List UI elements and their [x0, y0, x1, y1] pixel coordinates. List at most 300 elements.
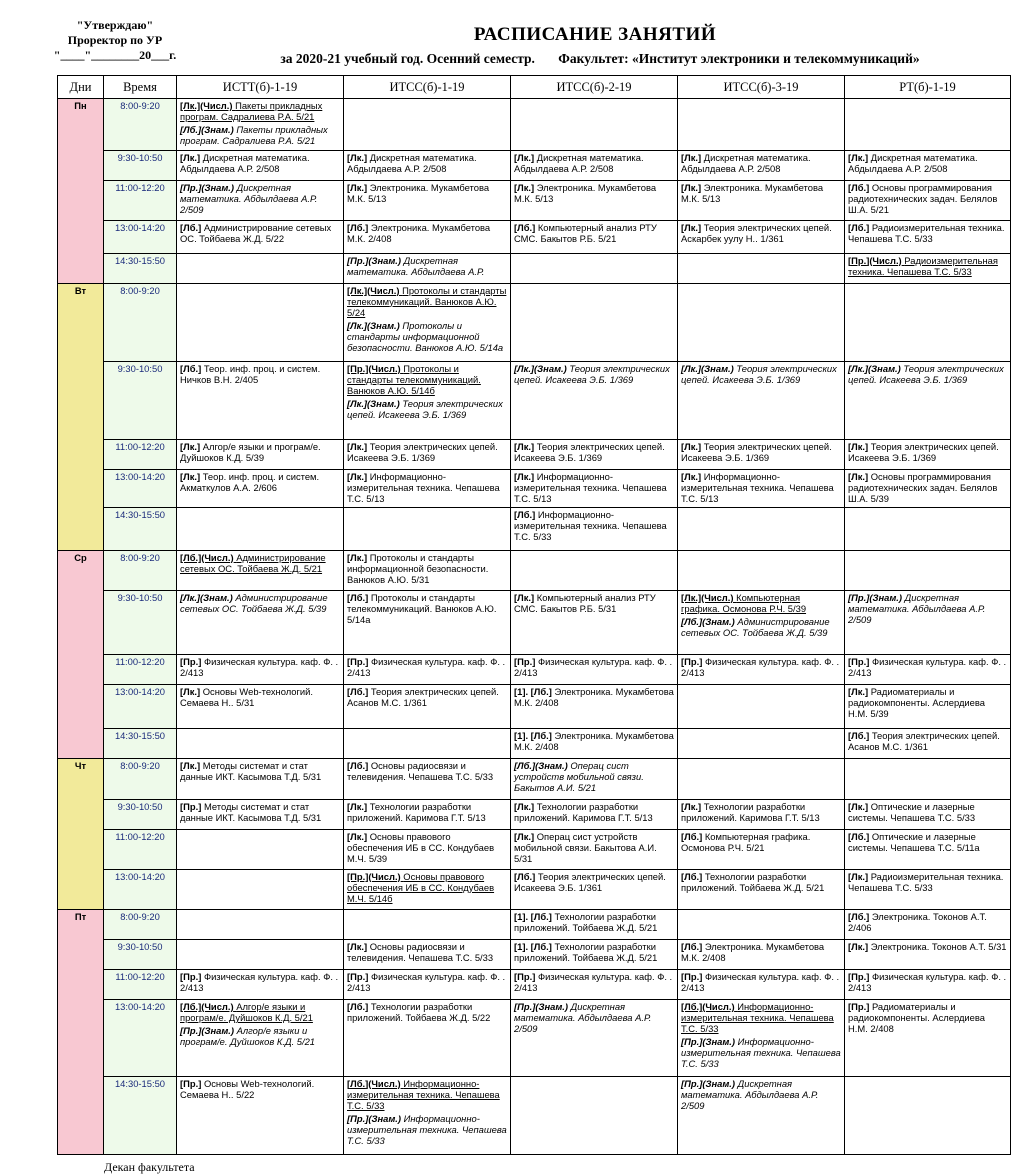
class-description: Электроника. Токонов А.Т. 5/31: [870, 941, 1007, 953]
schedule-cell: [344, 508, 511, 550]
class-description: Физическая культура. каф. Ф. . 2/413: [180, 971, 339, 994]
schedule-cell: [344, 283, 511, 361]
schedule-cell: [678, 909, 845, 939]
class-type-tag: [Пр.](Числ.): [347, 870, 401, 882]
class-entry: [681, 152, 841, 174]
time-slot: 14:30-15:50: [104, 508, 177, 550]
class-entry: [681, 831, 841, 853]
time-slot: 11:00-12:20: [104, 181, 177, 221]
class-description: Протоколы и стандарты информационной безопасности. Ванюков А.Ю. 5/31: [347, 551, 489, 585]
class-entry: [180, 801, 340, 823]
class-entry: [681, 656, 841, 678]
class-description: Теория электрических цепей. Асанов М.С. 1/361: [848, 730, 1000, 753]
schedule-cell: [177, 361, 344, 439]
class-entry: [848, 255, 1007, 277]
class-description: Электроника. Токонов А.Т. 2/406: [848, 910, 987, 933]
time-slot: 11:00-12:20: [104, 970, 177, 1000]
class-entry: [848, 831, 1007, 853]
schedule-body: [58, 99, 1011, 1155]
class-type-tag: [Лб.](Знам.): [681, 615, 735, 627]
schedule-row: [58, 440, 1011, 470]
class-type-tag: [Лб.]: [347, 1001, 369, 1013]
class-entry: [180, 760, 340, 782]
class-description: Администрирование сетевых ОС. Тойбаева Ж.Д. 5/21: [180, 551, 326, 574]
class-type-tag: [Лк.]: [681, 222, 702, 234]
class-type-tag: [Пр.]: [681, 971, 703, 983]
class-entry: [180, 1078, 340, 1100]
class-entry: [514, 656, 674, 678]
schedule-row: [58, 99, 1011, 151]
class-entry: [347, 222, 507, 244]
class-type-tag: [Пр.]: [848, 1001, 870, 1013]
class-type-tag: [Лк.]: [180, 686, 201, 698]
class-type-tag: [Лк.]: [848, 941, 869, 953]
header-time: Время: [104, 76, 177, 99]
class-description: Электроника. Мукамбетова М.К. 5/13: [681, 182, 824, 205]
class-type-tag: [Пр.](Знам.): [347, 1112, 402, 1124]
class-entry: [347, 152, 507, 174]
class-type-tag: [Лб.]: [180, 362, 202, 374]
class-description: Алгор/е языки и програм/е. Дуйшоков К.Д. 5/39: [180, 441, 321, 464]
class-description: Администрирование сетевых ОС. Тойбаева Ж.Д. 5/39: [180, 591, 328, 614]
class-type-tag: [Пр.]: [180, 971, 202, 983]
academic-year: за 2020-21 учебный год. Осенний семестр.: [280, 51, 535, 66]
class-type-tag: [Лк.]: [681, 152, 702, 164]
schedule-cell: [344, 590, 511, 654]
schedule-cell: [678, 1076, 845, 1154]
schedule-cell: [678, 151, 845, 181]
approval-block: [40, 18, 190, 63]
class-description: Физическая культура. каф. Ф. . 2/413: [681, 971, 840, 994]
class-entry: [848, 801, 1007, 823]
class-description: Дискретная математика. Абдылдаева А.Р. 2/508: [180, 152, 310, 175]
class-type-tag: [Лк.](Знам.): [681, 362, 734, 374]
time-slot: 11:00-12:20: [104, 440, 177, 470]
class-type-tag: [Лб.](Числ.): [681, 1001, 735, 1013]
class-entry: [514, 831, 674, 864]
class-description: Основы Web-технологий. Семаева Н.. 5/31: [180, 686, 314, 709]
schedule-row: [58, 361, 1011, 439]
header-group: ИТСС(б)-1-19: [344, 76, 511, 99]
schedule-cell: [845, 99, 1011, 151]
class-type-tag: [Пр.](Числ.): [848, 254, 902, 266]
schedule-cell: [511, 508, 678, 550]
schedule-cell: [511, 729, 678, 759]
class-type-tag: [Лк.]: [681, 800, 702, 812]
class-entry: [514, 152, 674, 174]
class-type-tag: [Пр.]: [848, 656, 870, 667]
schedule-row: [58, 970, 1011, 1000]
schedule-row: [58, 550, 1011, 590]
day-label: Пн: [58, 99, 104, 284]
class-entry: [681, 941, 841, 963]
schedule-cell: [678, 181, 845, 221]
schedule-cell: [177, 590, 344, 654]
schedule-cell: [344, 729, 511, 759]
class-description: Протоколы и стандарты телекоммуникаций. Ванюков А.Ю. 5/24: [347, 284, 507, 318]
class-description: Теор. инф. проц. и систем. Акматкулов А.А. 2/606: [180, 471, 320, 494]
schedule-cell: [845, 729, 1011, 759]
class-entry: [347, 471, 507, 504]
class-type-tag: [Лк.]: [848, 686, 869, 698]
class-description: Теория электрических цепей. Асанов М.С. 1/361: [347, 686, 499, 709]
class-entry: [848, 1001, 1007, 1034]
class-description: Теория электрических цепей. Исакеева Э.Б. 1/369: [347, 397, 503, 420]
class-type-tag: [Лк.](Знам.): [180, 591, 233, 603]
class-type-tag: [Лб.]: [514, 222, 536, 234]
class-entry: [514, 222, 674, 244]
schedule-cell: [344, 940, 511, 970]
class-type-tag: [Лк.]: [848, 152, 869, 164]
day-label: Пт: [58, 909, 104, 1154]
class-type-tag: [Лк.]: [681, 182, 702, 194]
class-entry: [180, 152, 340, 174]
class-description: Физическая культура. каф. Ф. . 2/413: [180, 656, 339, 678]
class-description: Дискретная математика. Абдылдаева А.Р. 2/508: [848, 152, 978, 175]
schedule-cell: [177, 940, 344, 970]
time-slot: 9:30-10:50: [104, 799, 177, 829]
schedule-row: [58, 253, 1011, 283]
class-description: Физическая культура. каф. Ф. . 2/413: [514, 656, 673, 678]
header-group: ИСТТ(б)-1-19: [177, 76, 344, 99]
schedule-cell: [678, 940, 845, 970]
schedule-cell: [845, 940, 1011, 970]
class-type-tag: [Пр.]: [848, 971, 870, 983]
class-entry: [347, 552, 507, 585]
class-description: Протоколы и стандарты телекоммуникаций. Ванюков А.Ю. 5/14а: [347, 591, 497, 625]
class-type-tag: [Лк.](Числ.): [347, 284, 400, 296]
schedule-cell: [344, 151, 511, 181]
schedule-cell: [845, 181, 1011, 221]
class-description: Основы правового обеспечения ИБ в СС. Кондубаев М.Ч. 5/14б: [347, 870, 495, 904]
class-entry: [180, 100, 340, 122]
schedule-table: [57, 75, 1011, 1155]
schedule-cell: [511, 470, 678, 508]
day-label: Ср: [58, 550, 104, 759]
schedule-cell: [177, 550, 344, 590]
class-description: Оптические и лазерные системы. Чепашева Т.С. 5/11а: [848, 830, 980, 853]
class-entry: [180, 656, 340, 678]
class-entry: [681, 801, 841, 823]
class-entry: [180, 222, 340, 244]
class-type-tag: [Пр.]: [347, 656, 369, 667]
time-slot: 8:00-9:20: [104, 759, 177, 799]
header-group: РТ(б)-1-19: [845, 76, 1011, 99]
class-description: Дискретная математика. Абдылдаева А.Р. 2/508: [681, 152, 811, 175]
schedule-cell: [678, 1000, 845, 1076]
class-type-tag: [Лб.]: [514, 870, 536, 882]
class-type-tag: [1]. [Лб.]: [514, 730, 552, 742]
schedule-cell: [678, 590, 845, 654]
schedule-cell: [845, 283, 1011, 361]
class-entry: [681, 1036, 841, 1069]
class-description: Электроника. Мукамбетова М.К. 2/408: [514, 686, 674, 709]
class-description: Операц сист устройств мобильной связи. Бакытов А.И. 5/21: [514, 760, 644, 794]
schedule-cell: [678, 799, 845, 829]
footer-dean: Декан факультета: [104, 1160, 195, 1174]
class-description: Информационно-измерительная техника. Чепашева Т.С. 5/33: [681, 1001, 834, 1035]
header-group: ИТСС(б)-3-19: [678, 76, 845, 99]
time-slot: 9:30-10:50: [104, 940, 177, 970]
page-title: РАСПИСАНИЕ ЗАНЯТИЙ: [473, 24, 717, 45]
class-description: Основы радиосвязи и телевидения. Чепашева Т.С. 5/33: [347, 941, 494, 964]
class-type-tag: [Лб.](Знам.): [180, 124, 234, 135]
class-type-tag: [Пр.](Знам.): [180, 1025, 235, 1037]
class-entry: [848, 182, 1007, 215]
class-type-tag: [Лб.]: [347, 760, 369, 772]
class-entry: [848, 471, 1007, 504]
schedule-cell: [344, 759, 511, 799]
schedule-cell: [511, 759, 678, 799]
schedule-cell: [177, 151, 344, 181]
class-entry: [681, 222, 841, 244]
class-entry: [347, 441, 507, 463]
class-entry: [514, 592, 674, 614]
class-entry: [347, 656, 507, 678]
schedule-cell: [511, 181, 678, 221]
class-description: Физическая культура. каф. Ф. . 2/413: [514, 971, 673, 994]
class-entry: [848, 911, 1007, 933]
class-type-tag: [Лк.]: [180, 471, 201, 483]
schedule-cell: [845, 590, 1011, 654]
schedule-cell: [845, 759, 1011, 799]
schedule-row: [58, 685, 1011, 729]
class-type-tag: [Лб.](Числ.): [347, 1077, 401, 1089]
schedule-cell: [344, 869, 511, 909]
class-description: Теория электрических цепей. Исакеева Э.Б. 1/369: [681, 362, 837, 385]
schedule-cell: [344, 99, 511, 151]
class-entry: [681, 1001, 841, 1034]
class-type-tag: [Лб.](Знам.): [514, 760, 568, 772]
class-type-tag: [Лк.]: [848, 800, 869, 812]
schedule-cell: [511, 550, 678, 590]
class-type-tag: [Лк.]: [347, 471, 368, 483]
class-type-tag: [Лб.]: [347, 591, 369, 603]
class-description: Радиоматериалы и радиокомпоненты. Аслердиева Н.М. 2/408: [848, 1001, 985, 1035]
class-entry: [681, 616, 841, 638]
class-description: Пакеты прикладных програм. Садралиева Р.А. 5/21: [180, 124, 328, 146]
class-entry: [347, 255, 507, 277]
schedule-cell: [845, 508, 1011, 550]
schedule-cell: [845, 361, 1011, 439]
class-entry: [514, 941, 674, 963]
schedule-cell: [845, 1076, 1011, 1154]
class-entry: [514, 730, 674, 752]
class-type-tag: [Пр.](Знам.): [514, 1001, 569, 1013]
schedule-cell: [678, 283, 845, 361]
class-entry: [347, 182, 507, 204]
time-slot: 13:00-14:20: [104, 869, 177, 909]
class-entry: [848, 656, 1007, 678]
schedule-cell: [177, 869, 344, 909]
class-description: Компьютерная графика. Осмонова Р.Ч. 5/21: [681, 830, 811, 853]
schedule-cell: [678, 759, 845, 799]
class-type-tag: [Лк.]: [347, 800, 368, 812]
schedule-cell: [177, 685, 344, 729]
time-slot: 13:00-14:20: [104, 685, 177, 729]
schedule-cell: [678, 655, 845, 685]
schedule-cell: [678, 99, 845, 151]
schedule-cell: [344, 253, 511, 283]
schedule-cell: [678, 253, 845, 283]
class-type-tag: [Лк.]: [180, 152, 201, 164]
time-slot: 14:30-15:50: [104, 729, 177, 759]
class-type-tag: [1]. [Лб.]: [514, 910, 552, 922]
schedule-cell: [511, 685, 678, 729]
class-description: Электроника. Мукамбетова М.К. 2/408: [514, 730, 674, 753]
class-description: Администрирование сетевых ОС. Тойбаева Ж.Д. 5/39: [681, 615, 830, 638]
class-description: Радиоизмерительная техника. Чепашева Т.С. 5/33: [848, 222, 1005, 245]
schedule-cell: [511, 1000, 678, 1076]
class-description: Теория электрических цепей. Исакеева Э.Б. 1/369: [848, 441, 999, 464]
class-type-tag: [Лк.]: [347, 830, 368, 842]
schedule-cell: [344, 685, 511, 729]
schedule-cell: [511, 1076, 678, 1154]
class-type-tag: [Пр.]: [514, 971, 536, 983]
class-type-tag: [Лк.]: [514, 591, 535, 603]
class-type-tag: [Пр.]: [514, 656, 536, 667]
class-description: Дискретная математика. Абдылдаева А.Р. 2/509: [681, 1077, 819, 1111]
schedule-cell: [511, 283, 678, 361]
time-slot: 13:00-14:20: [104, 1000, 177, 1076]
class-description: Основы программирования радиотехнических задач. Белялов Ш.А. 5/21: [848, 182, 998, 216]
class-type-tag: [Пр.](Знам.): [347, 254, 402, 266]
schedule-cell: [678, 221, 845, 253]
class-description: Основы радиосвязи и телевидения. Чепашева Т.С. 5/33: [347, 760, 494, 783]
schedule-cell: [678, 508, 845, 550]
class-type-tag: [1]. [Лб.]: [514, 686, 552, 698]
class-description: Технологии разработки приложений. Тойбаева Ж.Д. 5/21: [514, 941, 658, 964]
schedule-cell: [845, 221, 1011, 253]
class-entry: [681, 871, 841, 893]
class-entry: [347, 320, 507, 353]
schedule-cell: [678, 361, 845, 439]
class-type-tag: [Лк.]: [514, 471, 535, 483]
class-type-tag: [Лк.]: [347, 152, 368, 164]
class-type-tag: [Лб.]: [347, 222, 369, 234]
class-type-tag: [Лк.]: [848, 870, 869, 882]
class-description: Дискретная математика. Абдылдаева А.Р. 2/508: [347, 152, 477, 175]
schedule-cell: [845, 550, 1011, 590]
schedule-cell: [511, 869, 678, 909]
class-entry: [514, 441, 674, 463]
schedule-row: [58, 799, 1011, 829]
class-entry: [514, 363, 674, 385]
class-type-tag: [Лк.](Знам.): [347, 397, 400, 409]
time-slot: 8:00-9:20: [104, 909, 177, 939]
class-type-tag: [Лк.]: [180, 760, 201, 772]
schedule-cell: [177, 253, 344, 283]
class-type-tag: [Пр.]: [180, 656, 202, 667]
schedule-cell: [678, 470, 845, 508]
class-entry: [848, 686, 1007, 719]
class-description: Информационно-измерительная техника. Чепашева Т.С. 5/13: [514, 471, 667, 505]
class-description: Радиоизмерительная техника. Чепашева Т.С. 5/33: [848, 254, 998, 277]
time-slot: 9:30-10:50: [104, 590, 177, 654]
class-type-tag: [Лб.]: [848, 910, 870, 922]
class-description: Электроника. Мукамбетова М.К. 2/408: [347, 222, 491, 245]
class-entry: [347, 398, 507, 420]
schedule-cell: [845, 829, 1011, 869]
class-description: Алгор/е языки и програм/е. Дуйшоков К.Д. 5/21: [180, 1001, 313, 1024]
class-type-tag: [Лк.]: [681, 471, 702, 483]
time-slot: 11:00-12:20: [104, 655, 177, 685]
class-type-tag: [Лб.]: [514, 509, 536, 521]
schedule-cell: [177, 729, 344, 759]
class-type-tag: [Пр.]: [347, 971, 369, 983]
schedule-cell: [845, 151, 1011, 181]
schedule-cell: [344, 1000, 511, 1076]
day-label: Вт: [58, 283, 104, 550]
time-slot: 11:00-12:20: [104, 829, 177, 869]
time-slot: 8:00-9:20: [104, 99, 177, 151]
class-entry: [347, 871, 507, 904]
class-type-tag: [Лб.](Числ.): [180, 551, 234, 563]
class-description: Технологии разработки приложений. Каримова Г.Т. 5/13: [681, 800, 820, 823]
class-type-tag: [Лк.]: [347, 551, 368, 563]
schedule-cell: [845, 869, 1011, 909]
time-slot: 9:30-10:50: [104, 151, 177, 181]
schedule-row: [58, 729, 1011, 759]
faculty-name: Факультет: «Институт электроники и телекоммуникаций»: [558, 51, 920, 66]
class-entry: [180, 1001, 340, 1023]
schedule-row: [58, 829, 1011, 869]
class-description: Теор. инф. проц. и систем. Ничков В.Н. 2/405: [180, 362, 321, 385]
class-description: Теория электрических цепей. Аскарбек уулу Н.. 1/361: [681, 222, 832, 245]
class-entry: [180, 182, 340, 215]
class-description: Дискретная математика. Абдылдаева А.Р. 2/509: [180, 182, 318, 216]
schedule-cell: [678, 829, 845, 869]
day-label: Чт: [58, 759, 104, 910]
schedule-cell: [344, 799, 511, 829]
schedule-cell: [344, 221, 511, 253]
class-type-tag: [Пр.]: [180, 800, 202, 812]
schedule-cell: [511, 829, 678, 869]
class-description: Операц сист устройств мобильной связи. Бакытова А.И. 5/31: [514, 830, 657, 864]
class-type-tag: [Лк.]: [681, 441, 702, 453]
class-description: Основы Web-технологий. Семаева Н.. 5/22: [180, 1077, 315, 1100]
approval-signature-line: "____"________20___г.: [53, 48, 177, 62]
schedule-cell: [344, 550, 511, 590]
class-entry: [514, 760, 674, 793]
class-entry: [514, 971, 674, 993]
schedule-row: [58, 590, 1011, 654]
class-type-tag: [Лб.]: [681, 870, 703, 882]
schedule-cell: [177, 470, 344, 508]
class-description: Дискретная математика. Абдылдаева А.Р.: [347, 254, 485, 277]
schedule-cell: [511, 253, 678, 283]
class-entry: [347, 941, 507, 963]
schedule-row: [58, 508, 1011, 550]
class-description: Технологии разработки приложений. Тойбаева Ж.Д. 5/22: [347, 1001, 491, 1024]
schedule-cell: [845, 970, 1011, 1000]
schedule-cell: [344, 655, 511, 685]
class-type-tag: [Пр.](Знам.): [848, 591, 903, 603]
class-type-tag: [Лк.]: [180, 441, 201, 453]
class-type-tag: [Лб.]: [681, 830, 703, 842]
class-entry: [848, 871, 1007, 893]
class-type-tag: [Лк.]: [514, 441, 535, 453]
class-entry: [347, 831, 507, 864]
class-type-tag: [Лк.](Знам.): [514, 362, 567, 374]
class-entry: [514, 471, 674, 504]
schedule-cell: [344, 361, 511, 439]
class-description: Теория электрических цепей. Исакеева Э.Б. 1/369: [848, 362, 1004, 385]
class-type-tag: [Пр.]: [681, 656, 703, 667]
class-description: Методы системат и стат данные ИКТ. Касымова Т.Д. 5/31: [180, 760, 322, 783]
class-type-tag: [Лк.]: [848, 441, 869, 453]
time-slot: 8:00-9:20: [104, 550, 177, 590]
